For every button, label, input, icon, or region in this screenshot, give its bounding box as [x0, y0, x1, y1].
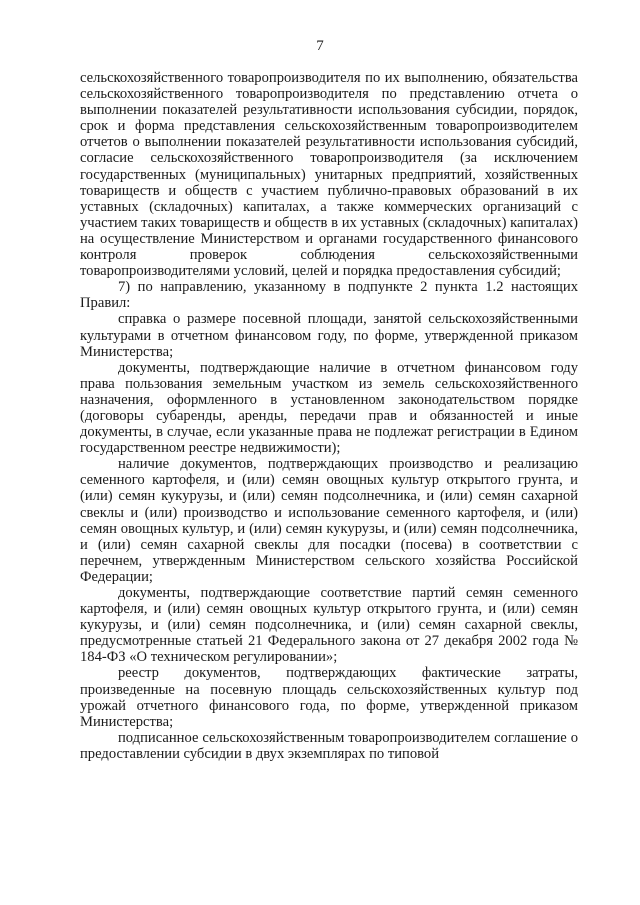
- document-body: [80, 70, 578, 762]
- paragraph-land-use-documents: документы, подтверждающие наличие в отчетном финансовом году права пользования земельным участком из земель сельскохозяйственного назначения, оформленного в установленном законодательством порядке (договоры субаренды, аренды, передачи прав и обязанностей и иные документы, в случае, если указанные права не подлежат регистрации в Едином государственном реестре недвижимости);: [80, 359, 578, 457]
- paragraph-seed-conformity-documents: документы, подтверждающие соответствие партий семян семенного картофеля, и (или) семян овощных культур открытого грунта, и (или) семян кукурузы, и (или) семян подсолнечника, и (или) семян сахарной свеклы, предусмотренные статьей 21 Федерального закона от 27 декабря 2002 года № 184-ФЗ «О техническом регулировании»;: [80, 585, 578, 666]
- page-number: 7: [316, 38, 324, 54]
- paragraph-sown-area-certificate: справка о размере посевной площади, занятой сельскохозяйственными культурами в отчетном финансовом году, по форме, утвержденной приказом Министерства;: [80, 311, 578, 360]
- paragraph-subsidy-agreement: подписанное сельскохозяйственным товаропроизводителем соглашение о предоставлении субсидии в двух экземплярах по типовой: [80, 729, 578, 762]
- paragraph-item-7: 7) по направлению, указанному в подпункте 2 пункта 1.2 настоящих Правил:: [80, 279, 578, 312]
- paragraph-seed-production-documents: наличие документов, подтверждающих производство и реализацию семенного картофеля, и (или) семян овощных культур открытого грунта, и (или) семян кукурузы, и (или) семян подсолнечника, и (или) семян сахарной свеклы и (или) производство и использование семенного картофеля, и (или) семян овощных культур, и (или) семян кукурузы, и (или) семян подсолнечника, и (или) семян сахарной свеклы для посадки (посева) в соответствии с перечнем, утвержденным Министерством сельского хозяйства Российской Федерации;: [80, 456, 578, 585]
- paragraph-cost-register: реестр документов, подтверждающих фактические затраты, произведенные на посевную площадь сельскохозяйственных культур под урожай отчетного финансового года, по форме, утвержденной приказом Министерства;: [80, 665, 578, 730]
- paragraph-continuation: сельскохозяйственного товаропроизводителя по их выполнению, обязательства сельскохозяйственного товаропроизводителя по представлению отчета о выполнении показателей результативности использования субсидии, порядок, срок и форма представления сельскохозяйственным товаропроизводителем отчетов о выполнении показателей результативности использования субсидий, согласие сельскохозяйственного товаропроизводителя (за исключением государственных (муниципальных) унитарных предприятий, хозяйственных товариществ и обществ с участием публично-правовых образований в их уставных (складочных) капиталах, а также коммерческих организаций с участием таких товариществ и обществ в их уставных (складочных) капиталах) на осуществление Министерством и органами государственного финансового контроля проверок соблюдения сельскохозяйственными товаропроизводителями условий, целей и порядка предоставления субсидий;: [80, 70, 578, 280]
